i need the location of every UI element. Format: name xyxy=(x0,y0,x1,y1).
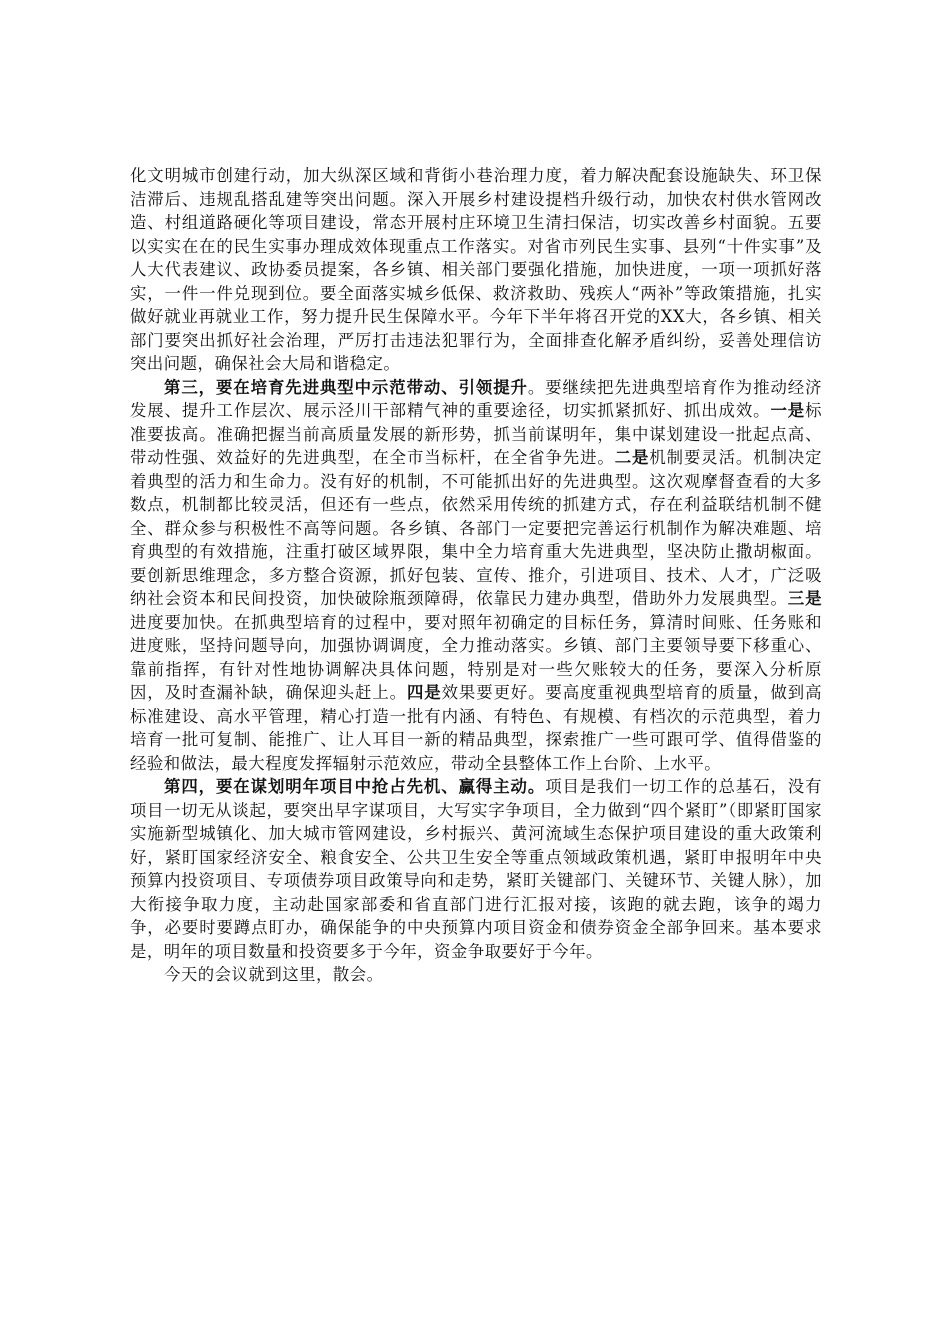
section-three-heading: 第三，要在培育先进典型中示范带动、引领提升 xyxy=(164,377,528,397)
paragraph-2-text-3: 机制要灵活。机制决定着典型的活力和生命力。没有好的机制，不可能抓出好的先进典型。这次观摩督查看的大多数点，机制都比较灵活，但还有一些点，依然采用传统的抓建方式，存在利益联结机制不健全、群众参与积极性不高等问题。各乡镇、各部门一定要把完善运行机制作为解决难题、培育典型的有效措施，注重打破区域界限，集中全力培育重大先进典型，坚决防止撒胡椒面。要创新思维理念，多方整合资源，抓好包装、宣传、推介，引进项目、技术、人才，广泛吸纳社会资本和民间投资，加快破除瓶颈障碍，依靠民力建办典型，借助外力发展典型。 xyxy=(130,448,823,608)
paragraph-2-text-5: 效果要更好。要高度重视典型培育的质量，做到高标准建设、高水平管理，精心打造一批有内涵、有特色、有规模、有档次的示范典型，着力培育一批可复制、能推广、让人耳目一新的精品典型，探索推广一些可跟可学、值得借鉴的经验和做法，最大程度发挥辐射示范效应，带动全县整体工作上台阶、上水平。 xyxy=(130,683,823,773)
closing-paragraph xyxy=(130,963,822,987)
paragraph-2 xyxy=(130,376,822,776)
point-two-marker: 二是 xyxy=(614,448,650,467)
paragraph-2-text-4: 进度要加快。在抓典型培育的过程中，要对照年初确定的目标任务，算清时间账、任务账和进度账，坚持问题导向，加强协调调度，全力推动落实。乡镇、部门主要领导要下移重心、靠前指挥，有针对性地协调解决具体问题，特别是对一些欠账较大的任务，要深入分析原因，及时查漏补缺，确保迎头赶上。 xyxy=(130,612,822,702)
paragraph-2-text-1: 。要继续把先进典型培育作为推动经济发展、提升工作层次、展示泾川干部精气神的重要途径，切实抓紧抓好、抓出成效。 xyxy=(130,377,823,420)
point-three-marker: 三是 xyxy=(787,589,822,608)
paragraph-1 xyxy=(130,164,822,376)
paragraph-2-text-2: 标准要拔高。准确把握当前高质量发展的新形势，抓当前谋明年，集中谋划建设一批起点高、带动性强、效益好的先进典型，在全市当标杆，在全省争先进。 xyxy=(130,401,823,467)
paragraph-3-text: 项目是我们一切工作的总基石，没有项目一切无从谈起，要突出早字谋项目，大写实字争项目，全力做到“四个紧盯”（即紧盯国家实施新型城镇化、加大城市管网建设，乡村振兴、黄河流域生态保护项目建设的重大政策利好，紧盯国家经济安全、粮食安全、公共卫生安全等重点领域政策机遇，紧盯申报明年中央预算内投资项目、专项债券项目政策导向和走势，紧盯关键部门、关键环节、关键人脉），加大衔接争取力度，主动赴国家部委和省直部门进行汇报对接，该跑的就去跑，该争的竭力争，必要时要蹲点盯办，确保能争的中央预算内项目资金和债券资金全部争回来。基本要求是，明年的项目数量和投资要多于今年，资金争取要好于今年。 xyxy=(130,777,823,961)
closing-text: 今天的会议就到这里，散会。 xyxy=(164,965,384,984)
section-four-heading: 第四，要在谋划明年项目中抢占先机、赢得主动。 xyxy=(164,777,546,796)
paragraph-1-text: 化文明城市创建行动，加大纵深区域和背街小巷治理力度，着力解决配套设施缺失、环卫保洁滞后、违规乱搭乱建等突出问题。深入开展乡村建设提档升级行动，加快农村供水管网改造、村组道路硬化等项目建设，常态开展村庄环境卫生清扫保洁，切实改善乡村面貌。五要以实实在在的民生实事办理成效体现重点工作落实。对省市列民生实事、县列“十件实事”及人大代表建议、政协委员提案，各乡镇、相关部门要强化措施，加快进度，一项一项抓好落实，一件一件兑现到位。要全面落实城乡低保、救济救助、残疾人“两补”等政策措施，扎实做好就业再就业工作，努力提升民生保障水平。今年下半年将召开党的XX大，各乡镇、相关部门要突出抓好社会治理，严厉打击违法犯罪行为，全面排查化解矛盾纠纷，妥善处理信访突出问题，确保社会大局和谐稳定。 xyxy=(130,166,822,373)
paragraph-3 xyxy=(130,775,822,963)
document-body xyxy=(130,164,822,987)
point-four-marker: 四是 xyxy=(406,683,442,702)
point-one-marker: 一是 xyxy=(770,401,806,420)
